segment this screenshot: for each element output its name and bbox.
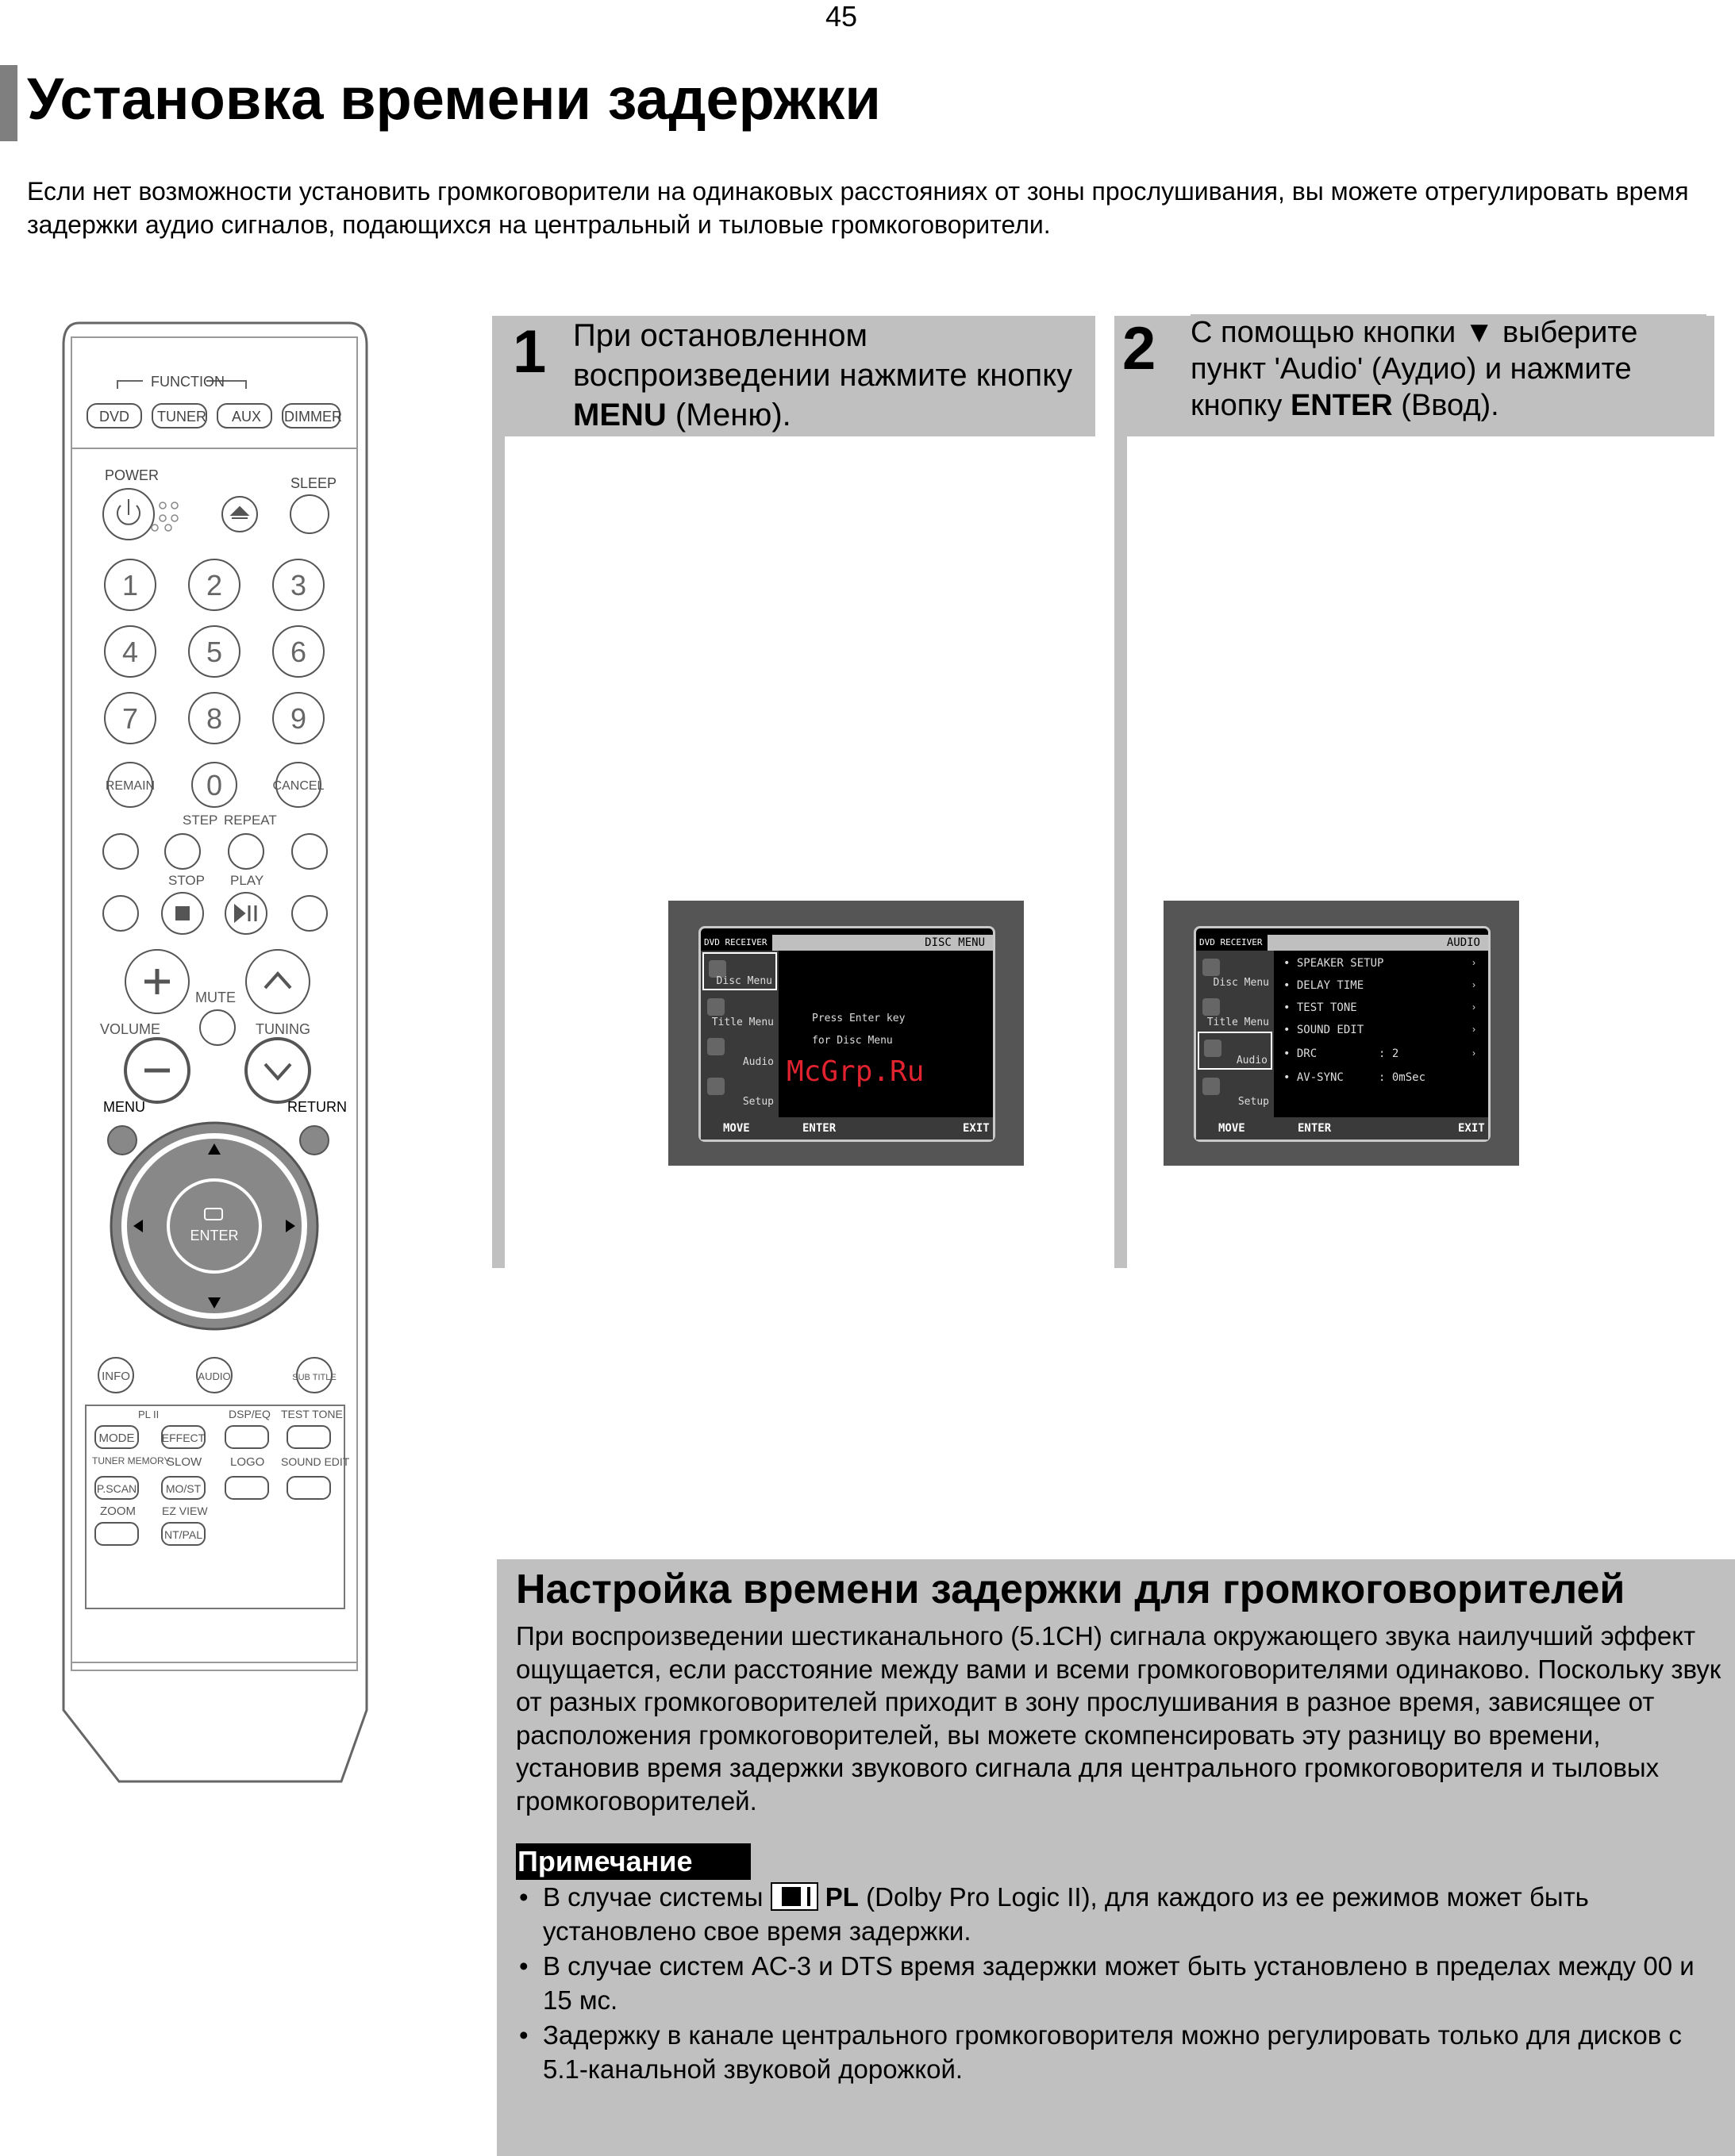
svg-text:SLOW: SLOW xyxy=(167,1455,202,1469)
enter-button[interactable] xyxy=(168,1180,260,1272)
svg-text:MENU: MENU xyxy=(103,1099,145,1115)
watermark: McGrp.Ru xyxy=(787,1055,925,1088)
step1-text: При остановленном воспроизведении нажмите кнопку MENU (Меню). xyxy=(573,316,1089,435)
sleep-label: SLEEP xyxy=(290,475,337,491)
svg-text:4: 4 xyxy=(121,636,139,668)
page-number: 45 xyxy=(825,0,858,33)
step1-number: 1 xyxy=(513,318,547,386)
svg-text:2: 2 xyxy=(206,569,223,601)
svg-text:SUB TITLE: SUB TITLE xyxy=(292,1373,337,1382)
svg-text:MO/ST: MO/ST xyxy=(165,1482,202,1495)
power-label: POWER xyxy=(105,467,160,483)
svg-text:CANCEL: CANCEL xyxy=(272,779,325,793)
menu-button[interactable] xyxy=(108,1126,137,1155)
svg-text:STEP: STEP xyxy=(183,813,218,828)
svg-text:REPEAT: REPEAT xyxy=(224,813,277,828)
svg-text:DSP/EQ: DSP/EQ xyxy=(229,1408,271,1420)
svg-text:0: 0 xyxy=(206,769,223,801)
intro-paragraph: Если нет возможности установить громкоговорители на одинаковых расстояниях от зоны прослушивания, вы можете отрегулировать время задержки аудио сигналов, подающихся на центральный и тыловые громкоговорители. xyxy=(27,177,1689,239)
note-item: • Задержку в канале центрального громкоговорителя можно регулировать только для дисков с 5.1-канальной звуковой дорожкой. xyxy=(516,2018,1722,2086)
svg-text:MODE: MODE xyxy=(98,1432,135,1445)
svg-text:1: 1 xyxy=(121,569,139,601)
svg-text:DIMMER: DIMMER xyxy=(284,409,342,425)
step2-screen: DVD RECEIVER AUDIO Disc Menu Title Menu Audio Setup • SPEAKER SETUP › • DELAY TIME › • TEST TONE › • SOUND EDIT › • DRC : 2 › • AV-SYNC : 0mSec MOVE ENTER EXIT xyxy=(1164,901,1519,1166)
svg-text:TEST TONE: TEST TONE xyxy=(281,1408,343,1420)
note-item: • В случае системы PL (Dolby Pro Logic II), для каждого из ее режимов может быть установлено свое время задержки. xyxy=(516,1880,1722,1948)
page-title: Установка времени задержки xyxy=(27,66,881,132)
svg-text:PL II: PL II xyxy=(138,1409,160,1420)
svg-text:INFO: INFO xyxy=(102,1370,130,1383)
svg-text:LOGO: LOGO xyxy=(230,1455,265,1469)
svg-text:REMAIN: REMAIN xyxy=(105,779,156,793)
svg-text:NT/PAL: NT/PAL xyxy=(164,1528,202,1541)
svg-text:VOLUME: VOLUME xyxy=(100,1021,161,1037)
svg-text:P.SCAN: P.SCAN xyxy=(96,1482,137,1495)
svg-text:TUNER MEMORY: TUNER MEMORY xyxy=(92,1455,171,1466)
remote-control xyxy=(56,321,373,1789)
step1-column-line xyxy=(492,316,505,1268)
title-accent-bar xyxy=(0,65,17,141)
svg-text:STOP: STOP xyxy=(168,873,205,888)
svg-text:7: 7 xyxy=(121,702,139,735)
svg-text:MUTE: MUTE xyxy=(195,990,236,1005)
step2-column-line xyxy=(1114,316,1127,1268)
notes-list xyxy=(516,1880,1722,2087)
svg-text:TUNER: TUNER xyxy=(157,409,206,425)
svg-text:AUX: AUX xyxy=(232,409,262,425)
svg-text:9: 9 xyxy=(290,702,307,735)
svg-text:8: 8 xyxy=(206,702,223,735)
panel-title: Настройка времени задержки для громкоговорителей xyxy=(516,1566,1625,1612)
svg-text:PLAY: PLAY xyxy=(230,873,264,888)
svg-text:5: 5 xyxy=(206,636,223,668)
step1-screen: DVD RECEIVER DISC MENU Disc Menu Title Menu Audio Setup Press Enter key for Disc Menu McGrp.Ru MOVE ENTER EXIT xyxy=(668,901,1024,1166)
svg-text:ENTER: ENTER xyxy=(190,1228,239,1243)
dolby-icon xyxy=(771,1882,818,1911)
svg-text:ZOOM: ZOOM xyxy=(100,1505,136,1518)
panel-body: При воспроизведении шестиканального (5.1CH) сигнала окружающего звука наилучший эффект ощущается, если расстояние между вами и всеми громкоговорителями одинаково. Поскольку звук от разных громкоговорителей приходит в зону прослушивания в разное время, зависящее от расположения громкоговорителей, вы можете скомпенсировать эту разницу во времени, установив время задержки звукового сигнала для центрального громкоговорителя и тыловых громкоговорителей. xyxy=(516,1621,1722,1816)
return-button[interactable] xyxy=(300,1126,329,1155)
svg-text:EFFECT: EFFECT xyxy=(161,1432,206,1444)
svg-text:AUDIO: AUDIO xyxy=(198,1370,231,1382)
note-item: • В случае систем AC-3 и DTS время задержки может быть установлено в пределах между 00 и 15 мс. xyxy=(516,1949,1722,2017)
note-heading: Примечание xyxy=(516,1843,751,1880)
svg-text:TUNING: TUNING xyxy=(256,1021,310,1037)
delay-settings-panel xyxy=(497,1559,1735,2156)
svg-text:3: 3 xyxy=(290,569,307,601)
svg-text:RETURN: RETURN xyxy=(287,1099,347,1115)
svg-text:SOUND EDIT: SOUND EDIT xyxy=(281,1455,350,1468)
svg-text:DVD: DVD xyxy=(99,409,130,425)
svg-text:6: 6 xyxy=(290,636,307,668)
step2-text: С помощью кнопки ▼ выберите пункт 'Audio' (Аудио) и нажмите кнопку ENTER (Ввод). xyxy=(1191,314,1706,425)
svg-text:EZ VIEW: EZ VIEW xyxy=(162,1505,208,1517)
step2-number: 2 xyxy=(1122,315,1156,382)
function-label: FUNCTION xyxy=(151,374,225,390)
